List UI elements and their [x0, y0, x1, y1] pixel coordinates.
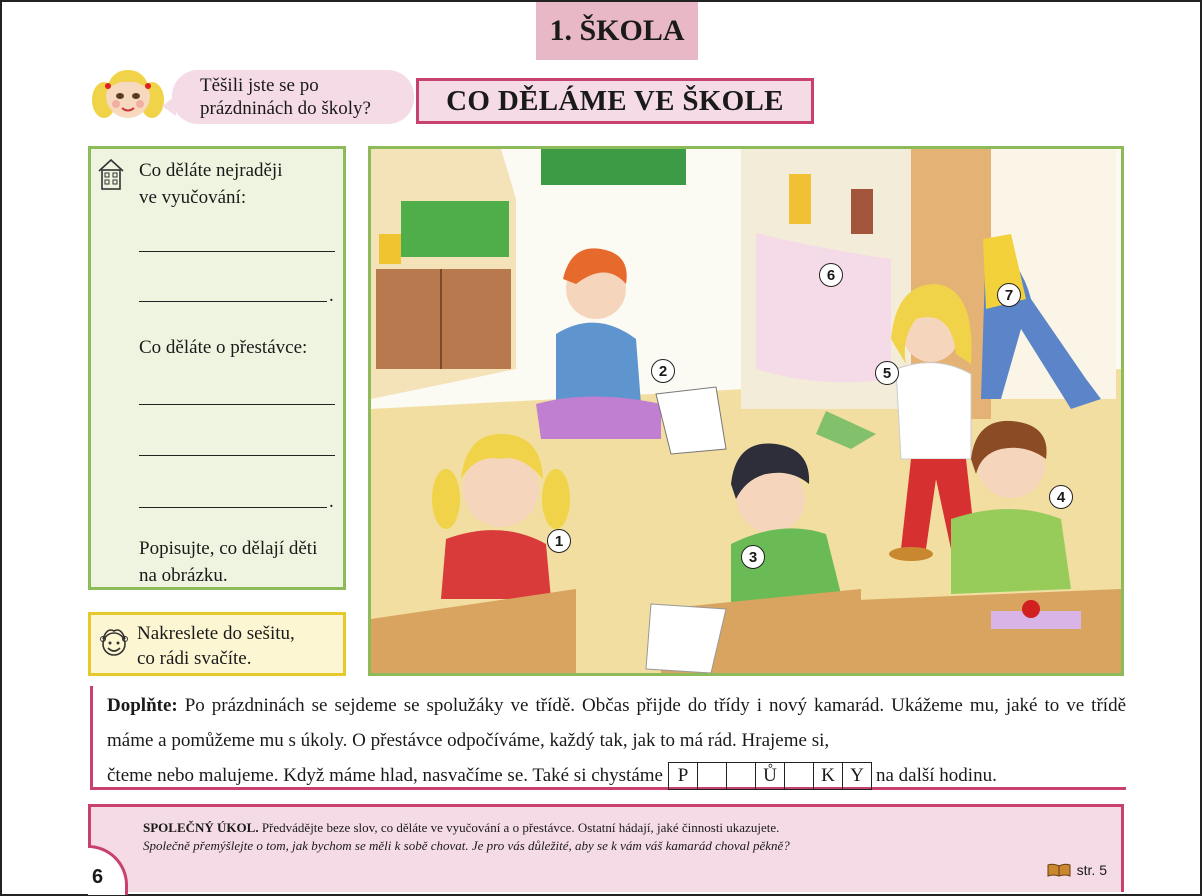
draw-task-box [88, 612, 346, 676]
picture-number-4: 4 [1049, 485, 1073, 509]
house-icon [97, 157, 125, 191]
answer-line[interactable] [139, 404, 335, 405]
answer-line[interactable] [139, 455, 335, 456]
bubble-line-2: prázdninách do školy? [200, 98, 371, 119]
letter-box[interactable]: P [668, 762, 698, 790]
book-reference [1047, 862, 1107, 878]
reference-text: str. 5 [1076, 862, 1107, 878]
period: . [329, 491, 334, 512]
common-task-text [143, 819, 790, 855]
picture-number-3: 3 [741, 545, 765, 569]
fill-in-text-3: na další hodinu. [875, 765, 997, 786]
question-2: Co děláte o přestávce: [139, 337, 308, 358]
section-title: CO DĚLÁME VE ŠKOLE [416, 78, 814, 124]
common-task-italic: Společně přemýšlejte o tom, jak bychom se měli k sobě chovat. Je pro vás důležité, aby se k vám váš kamarád choval pěkně? [143, 838, 790, 853]
question-3-line-1: Popisujte, co dělají děti [139, 538, 318, 559]
answer-line[interactable] [139, 251, 335, 252]
fill-in-last-line [107, 758, 1126, 793]
answer-line[interactable] [139, 301, 327, 302]
question-1 [139, 157, 339, 211]
draw-task-line-1: Nakreslete do sešitu, [137, 623, 295, 644]
classroom-scene [371, 149, 1121, 673]
book-icon [1047, 863, 1071, 877]
question-1-line-1: Co děláte nejraději [139, 160, 283, 181]
letter-box[interactable]: Ů [755, 762, 785, 790]
girl-face-icon [88, 62, 168, 126]
fill-in-exercise [90, 686, 1126, 790]
letter-box[interactable] [726, 762, 756, 790]
letter-box[interactable] [784, 762, 814, 790]
page-number: 6 [88, 845, 128, 895]
common-task-body: Předvádějte beze slov, co děláte ve vyučování a o přestávce. Ostatní hádají, jaké činnosti ukazujete. [261, 820, 780, 835]
question-3 [139, 535, 339, 589]
letter-box[interactable]: Y [842, 762, 872, 790]
jester-face-icon [97, 625, 131, 659]
bubble-line-1: Těšili jste se po [200, 75, 319, 96]
question-box [88, 146, 346, 590]
common-task-box [88, 804, 1124, 892]
letter-box[interactable]: K [813, 762, 843, 790]
question-1-line-2: ve vyučování: [139, 187, 247, 208]
picture-number-1: 1 [547, 529, 571, 553]
classroom-illustration [368, 146, 1124, 676]
picture-number-5: 5 [875, 361, 899, 385]
letter-box[interactable] [697, 762, 727, 790]
question-3-line-2: na obrázku. [139, 565, 228, 586]
fill-in-text-2: čteme nebo malujeme. Když máme hlad, nasvačíme se. Také si chystáme [107, 765, 663, 786]
draw-task-text [137, 621, 342, 671]
common-task-label: SPOLEČNÝ ÚKOL. [143, 820, 259, 835]
period: . [329, 285, 334, 306]
letter-boxes [669, 762, 872, 790]
picture-number-6: 6 [819, 263, 843, 287]
chapter-title: 1. ŠKOLA [536, 2, 698, 60]
picture-number-7: 7 [997, 283, 1021, 307]
picture-number-2: 2 [651, 359, 675, 383]
fill-in-label: Doplňte: [107, 695, 178, 716]
draw-task-line-2: co rádi svačíte. [137, 648, 252, 669]
fill-in-text-1: Po prázdninách se sejdeme se spolužáky ve třídě. Občas přijde do třídy i nový kamarád. Ukážeme mu, jaké to ve třídě máme a pomůžeme mu s úkoly. O přestávce odpočíváme, každý tak, jak to má rád. Hrajeme si, [107, 695, 1127, 751]
answer-line[interactable] [139, 507, 327, 508]
speech-bubble [172, 70, 414, 124]
